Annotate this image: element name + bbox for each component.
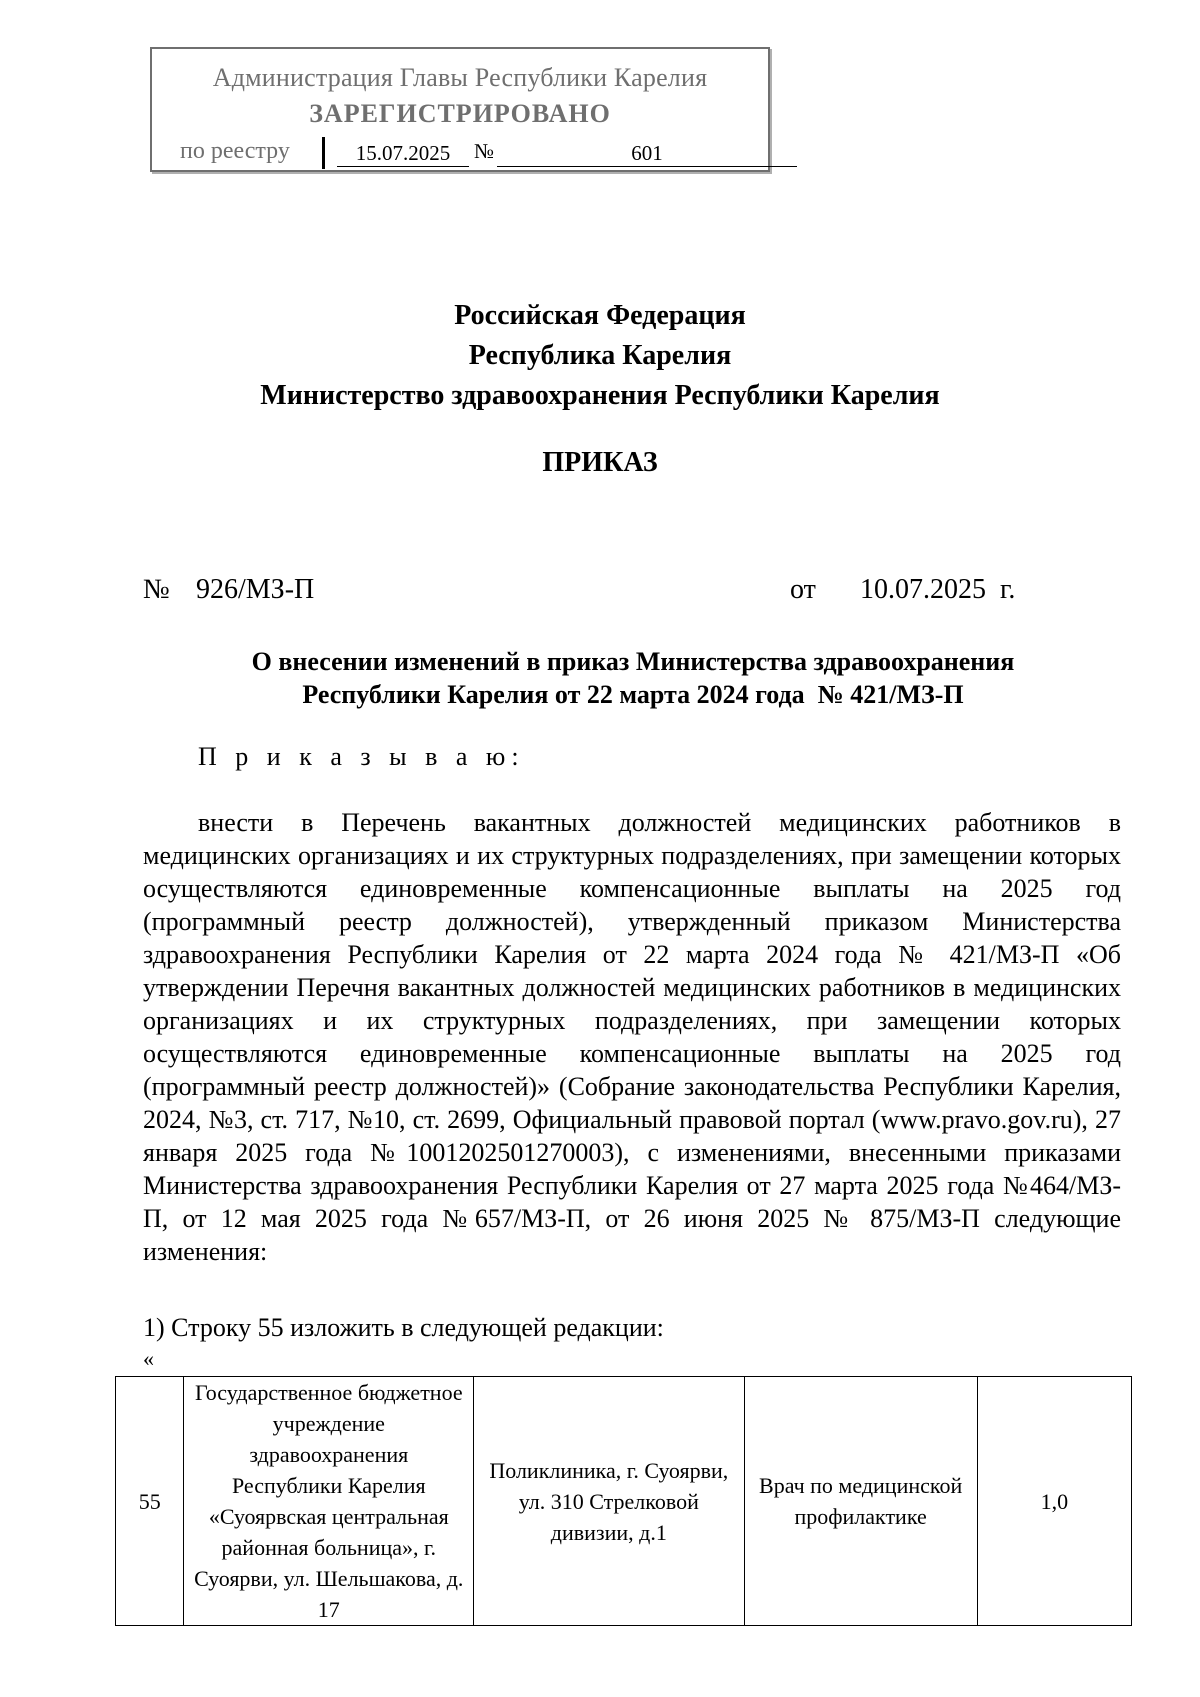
order-date-prefix: от: [790, 574, 816, 605]
cell-rate: 1,0: [977, 1377, 1131, 1626]
document-header: [0, 296, 1200, 416]
stamp-registry-label: по реестру: [180, 138, 290, 164]
cell-subdivision: Поликлиника, г. Суоярви, ул. 310 Стрелковой дивизии, д.1: [474, 1377, 744, 1626]
table-row: [116, 1377, 1132, 1626]
cell-organization: Государственное бюджетное учреждение здравоохранения Республики Карелия «Суоярвская центральная районная больница», г. Суоярви, ул. Шельшакова, д. 17: [184, 1377, 474, 1626]
order-date: 10.07.2025 г.: [860, 574, 1016, 605]
ministry-name: Министерство здравоохранения Республики Карелия: [260, 380, 940, 411]
subject-line-2: Республики Карелия от 22 марта 2024 года № 421/МЗ-П: [302, 680, 964, 709]
stamp-number-sign: №: [474, 139, 495, 163]
stamp-authority: Администрация Главы Республики Карелия: [212, 63, 708, 92]
amendment-table: [115, 1376, 1132, 1626]
stamp-divider: [322, 137, 325, 169]
directive-word: П р и к а з ы в а ю:: [198, 742, 525, 771]
country-name: Российская Федерация: [454, 300, 746, 331]
stamp-registered: ЗАРЕГИСТРИРОВАНО: [309, 99, 611, 128]
stamp-date: 15.07.2025: [337, 141, 469, 167]
order-subject: [143, 645, 1123, 711]
quote-open: «: [143, 1346, 154, 1371]
cell-position: Врач по медицинской профилактике: [744, 1377, 977, 1626]
region-name: Республика Карелия: [468, 340, 732, 371]
registration-stamp: [150, 47, 770, 172]
subject-line-1: О внесении изменений в приказ Министерства здравоохранения: [251, 647, 1015, 676]
cell-row-number: 55: [116, 1377, 184, 1626]
order-number: 926/МЗ-П: [196, 574, 315, 605]
stamp-number: 601: [497, 141, 797, 167]
order-body: внести в Перечень вакантных должностей медицинских работников в медицинских организациях и их структурных подразделениях, при замещении которых осуществляются единовременные компенсационные выплаты на 2025 год (программный реестр должностей), утвержденный приказом Министерства здравоохранения Республики Карелия от 22 марта 2024 года № 421/МЗ-П «Об утверждении Перечня вакантных должностей медицинских работников в медицинских организациях и их структурных подразделениях, при замещении которых осуществляются единовременные компенсационные выплаты на 2025 год (программный реестр должностей)» (Собрание законодательства Республики Карелия, 2024, №3, ст. 717, №10, ст. 2699, Официальный правовой портал (www.pravo.gov.ru), 27 января 2025 года №1001202501270003), с изменениями, внесенными приказами Министерства здравоохранения Республики Карелия от 27 марта 2025 года №464/МЗ-П, от 12 мая 2025 года №657/МЗ-П, от 26 июня 2025 № 875/МЗ-П следующие изменения:: [143, 808, 1121, 1266]
amendment-item-1: 1) Строку 55 изложить в следующей редакции:: [143, 1313, 664, 1342]
document-type: ПРИКАЗ: [542, 447, 658, 478]
order-number-sign: №: [143, 574, 170, 605]
